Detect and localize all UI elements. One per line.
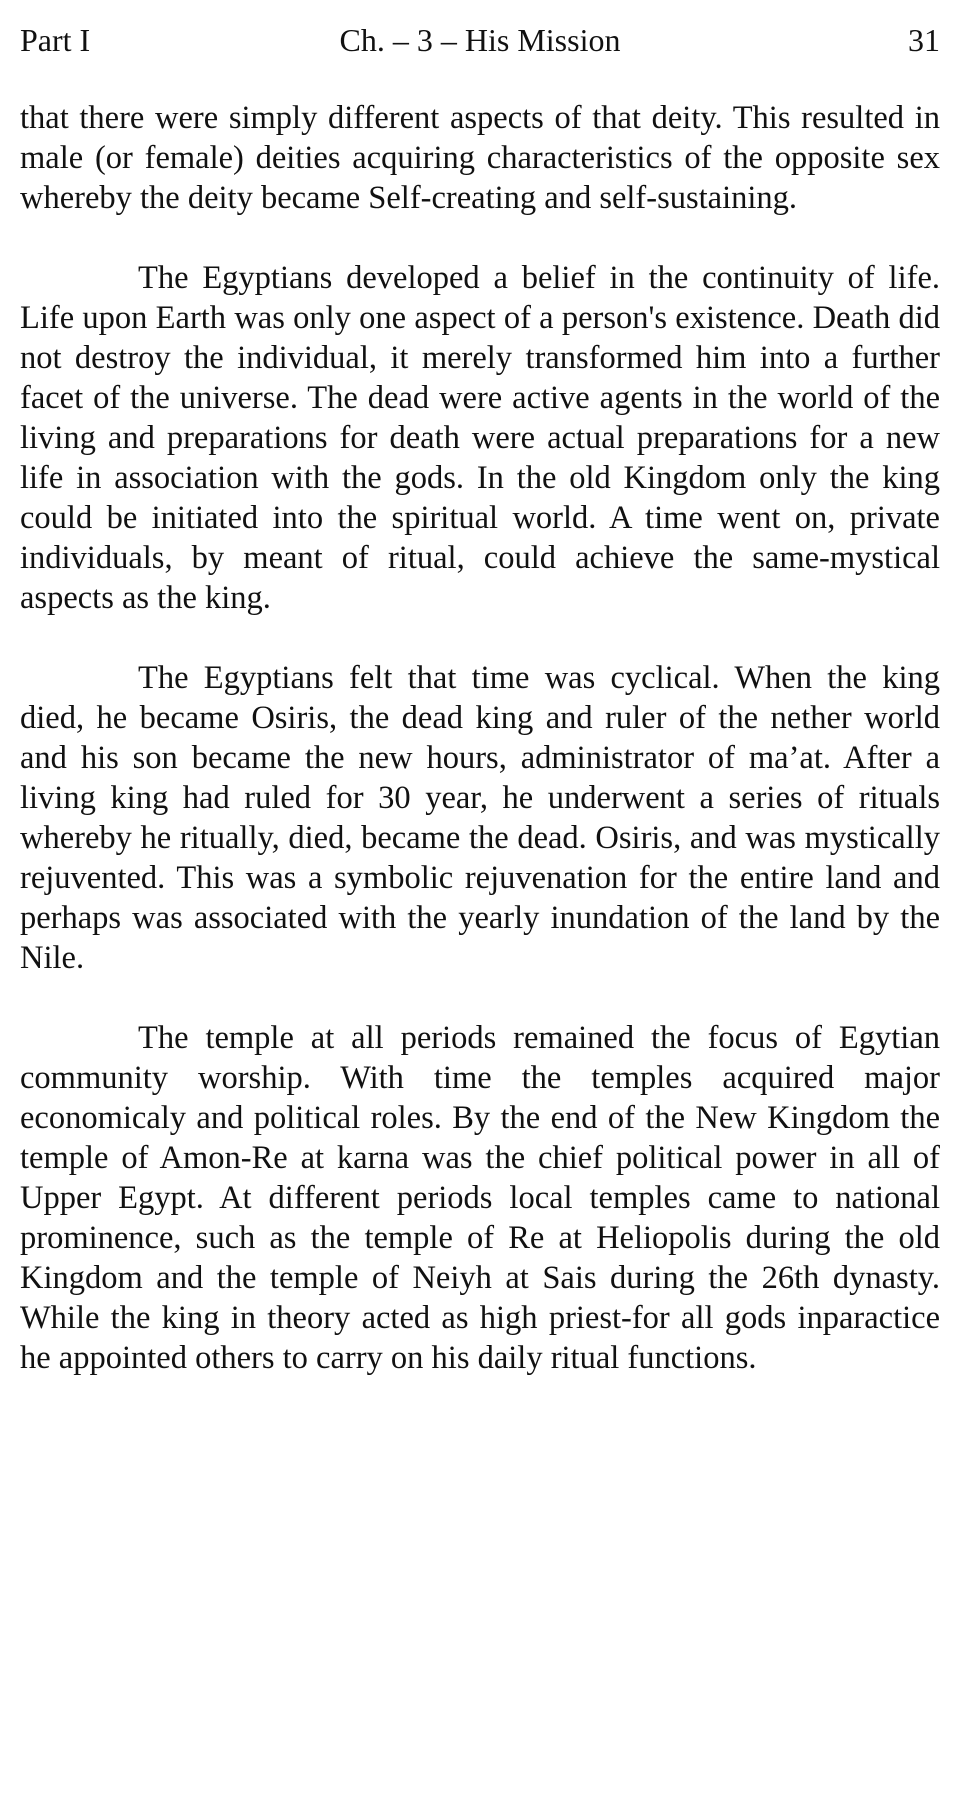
chapter-title: Ch. – 3 – His Mission xyxy=(339,22,621,58)
page-number: 31 xyxy=(908,22,940,58)
paragraph-continued: that there were simply different aspects of that deity. This resulted in male (or female) deities acquiring characteristics of the opposite sex whereby the deity became Self-creating and self-sustaining. xyxy=(20,100,940,216)
body-text xyxy=(20,98,940,1418)
part-label: Part I xyxy=(20,22,91,58)
paragraph-continuity-of-life: The Egyptians developed a belief in the continuity of life. Life upon Earth was only one aspect of a person's existence. Death did not destroy the individual, it merely transformed him into a further facet of the universe. The dead were active agents in the world of the living and preparations for death were actual preparations for a new life in association with the gods. In the old Kingdom only the king could be initiated into the spiritual world. A time went on, private individuals, by meant of ritual, could achieve the same-mystical aspects as the king. xyxy=(20,260,940,616)
running-header xyxy=(20,16,940,64)
paragraph-cyclical-time: The Egyptians felt that time was cyclical. When the king died, he became Osiris, the dead king and ruler of the nether world and his son became the new hours, administrator of ma’at. After a living king had ruled for 30 year, he underwent a series of rituals whereby he ritually, died, became the dead. Osiris, and was mystically rejuvented. This was a symbolic rejuvenation for the entire land and perhaps was associated with the yearly inundation of the land by the Nile. xyxy=(20,660,940,976)
paragraph-temple-worship: The temple at all periods remained the focus of Egytian community worship. With time the temples acquired major economicaly and political roles. By the end of the New Kingdom the temple of Amon-Re at karna was the chief political power in all of Upper Egypt. At different periods local temples came to national prominence, such as the temple of Re at Heliopolis during the old Kingdom and the temple of Neiyh at Sais during the 26th dynasty. While the king in theory acted as high priest-for all gods inparactice he appointed others to carry on his daily ritual functions. xyxy=(20,1020,940,1376)
